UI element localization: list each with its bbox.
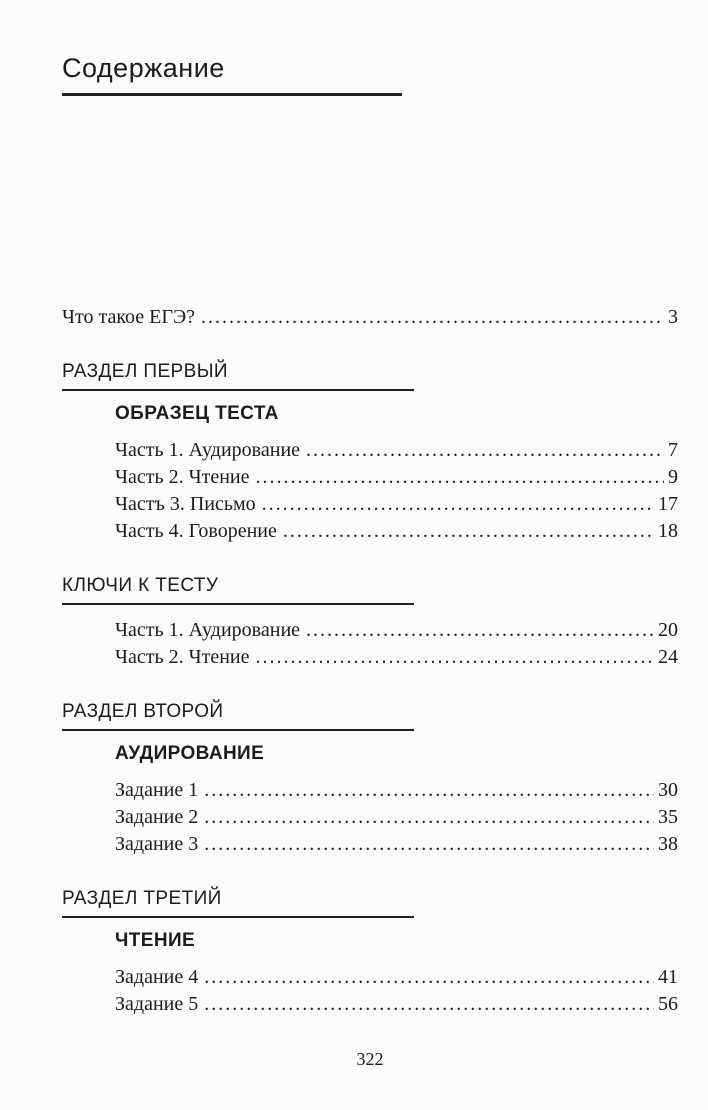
toc-entry (115, 491, 678, 518)
dot-leader (262, 491, 654, 518)
dot-leader (204, 991, 654, 1018)
toc-entry-page: 20 (658, 619, 678, 641)
dot-leader (204, 964, 654, 991)
section-heading: РАЗДЕЛ ТРЕТИЙ (62, 888, 414, 918)
section-items (115, 777, 678, 858)
section-items (115, 437, 678, 545)
toc-entry-label: Задание 2 (115, 806, 199, 828)
toc-entry (115, 804, 678, 831)
dot-leader (256, 644, 654, 671)
toc-entry-page: 41 (658, 966, 678, 988)
section-heading: РАЗДЕЛ ПЕРВЫЙ (62, 361, 414, 391)
section-items (115, 964, 678, 1018)
toc-entry-label: Задание 4 (115, 966, 199, 988)
toc-entry (115, 464, 678, 491)
toc-section (62, 701, 678, 858)
toc-entry-page: 7 (668, 439, 678, 461)
dot-leader (283, 518, 654, 545)
dot-leader (201, 304, 664, 331)
toc-entry-page: 38 (658, 833, 678, 855)
toc-entry-label: Часть 4. Говорение (115, 520, 277, 542)
toc-entry (115, 518, 678, 545)
toc-entry-page: 9 (668, 466, 678, 488)
dot-leader (204, 831, 654, 858)
toc-entry (115, 777, 678, 804)
section-heading: КЛЮЧИ К ТЕСТУ (62, 575, 414, 605)
dot-leader (306, 437, 664, 464)
toc-entry (115, 991, 678, 1018)
section-items (115, 617, 678, 671)
toc-entry (62, 304, 678, 331)
toc-entry-label: Часть 1. Аудирование (115, 439, 301, 461)
dot-leader (204, 777, 654, 804)
section-subheading: ЧТЕНИЕ (115, 930, 196, 951)
page-title-block (62, 52, 402, 96)
toc-section (62, 575, 678, 671)
toc-section (62, 888, 678, 1018)
toc-entry (115, 644, 678, 671)
toc-entry-page: 56 (658, 993, 678, 1015)
toc-entry (115, 617, 678, 644)
toc-entry-label: Задание 5 (115, 993, 199, 1015)
toc-entry-page: 24 (658, 646, 678, 668)
toc-entry-page: 30 (658, 779, 678, 801)
toc-entry-label: Частъ 3. Письмо (115, 493, 256, 515)
toc-entry (115, 831, 678, 858)
toc-entry-page: 3 (668, 306, 678, 328)
toc-entry-page: 17 (658, 493, 678, 515)
page-number-footer: 322 (356, 1049, 384, 1069)
toc-entry-label: Задание 3 (115, 833, 199, 855)
dot-leader (204, 804, 654, 831)
toc-entry (115, 437, 678, 464)
section-subheading: ОБРАЗЕЦ ТЕСТА (115, 403, 279, 424)
page-title: Содержание (62, 53, 225, 83)
toc-entry (115, 964, 678, 991)
toc-entry-label: Часть 2. Чтение (115, 466, 250, 488)
dot-leader (256, 464, 664, 491)
toc-entry-label: Часть 2. Чтение (115, 646, 250, 668)
toc-entry-label: Задание 1 (115, 779, 199, 801)
toc-entry-page: 18 (658, 520, 678, 542)
section-subheading: АУДИРОВАНИЕ (115, 743, 265, 764)
toc-entry-label: Часть 1. Аудирование (115, 619, 301, 641)
toc-entry-label: Что такое ЕГЭ? (62, 306, 196, 328)
section-heading: РАЗДЕЛ ВТОРОЙ (62, 701, 414, 731)
spacer (62, 96, 678, 304)
toc-entry-page: 35 (658, 806, 678, 828)
dot-leader (306, 617, 654, 644)
toc-section (62, 361, 678, 545)
